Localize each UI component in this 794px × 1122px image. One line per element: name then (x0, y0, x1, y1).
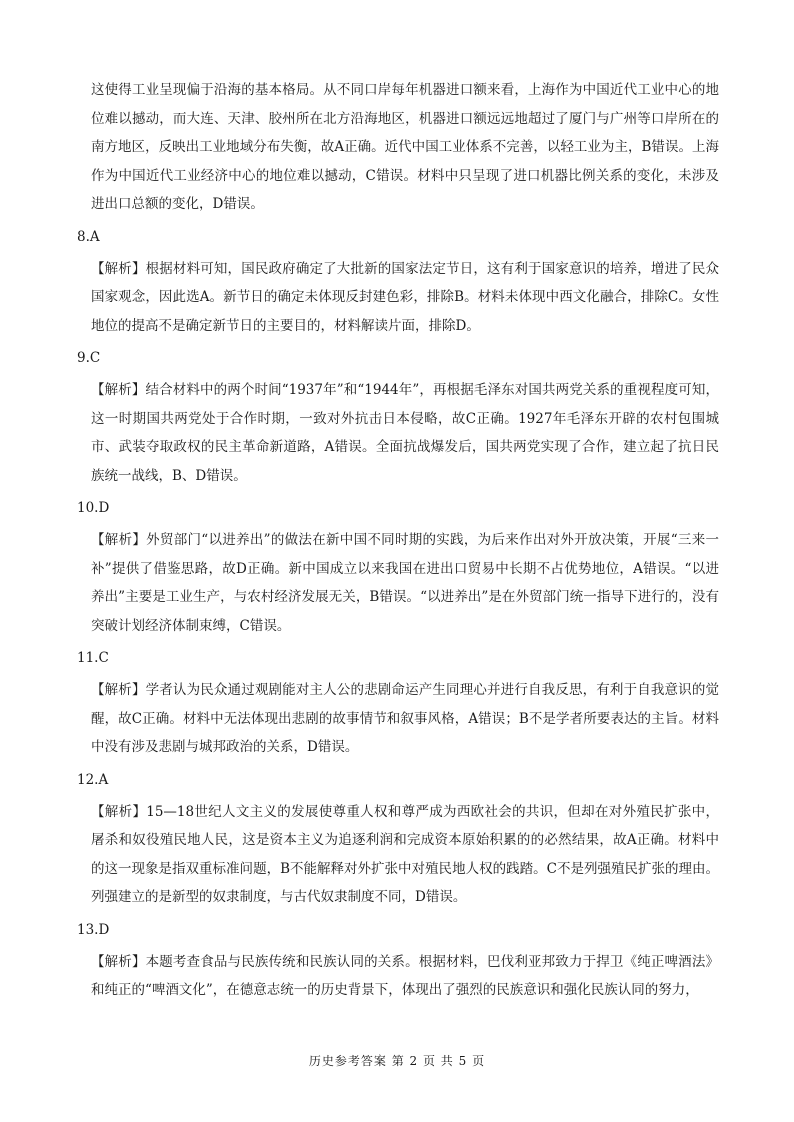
answer-number: 13.D (77, 921, 110, 938)
answer-item-11 (77, 644, 719, 762)
answer-explanation: 【解析】根据材料可知，国民政府确定了大批新的国家法定节日，这有利于国家意识的培养，增进了民众国家观念，因此选A。新节日的确定未体现反封建色彩，排除B。材料未体现中西文化融合，排除C。女性地位的提高不是确定新节日的主要目的，材料解读片面，排除D。 (91, 260, 719, 334)
answer-explanation: 【解析】15—18世纪人文主义的发展使尊重人权和尊严成为西欧社会的共识，但却在对外殖民扩张中，屠杀和奴役殖民地人民，这是资本主义为追逐利润和完成资本原始积累的的必然结果，故A正确。材料中的这一现象是指双重标准问题，B不能解释对外扩张中对殖民地人权的践踏。C不是列强殖民扩张的理由。列强建立的是新型的奴隶制度，与古代奴隶制度不同，D错误。 (91, 803, 719, 905)
answer-item-12 (77, 766, 719, 912)
answer-number: 11.C (77, 650, 109, 666)
answer-explanation: 【解析】外贸部门“以进养出”的做法在新中国不同时期的实践，为后来作出对外开放决策，开展“三来一补”提供了借鉴思路，故D正确。新中国成立以来我国在进出口贸易中长期不占优势地位，A错误。“以进养出”主要是工业生产，与农村经济发展无关，B错误。“以进养出”是在外贸部门统一指导下进行的，没有突破计划经济体制束缚，C错误。 (91, 532, 719, 634)
continuation-paragraph: 这使得工业呈现偏于沿海的基本格局。从不同口岸每年机器进口额来看，上海作为中国近代工业中心的地位难以撼动，而大连、天津、胶州所在北方沿海地区，机器进口额远远地超过了厦门与广州等口岸所在的南方地区，反映出工业地域分布失衡，故A正确。近代中国工业体系不完善，以轻工业为主，B错误。上海作为中国近代工业经济中心的地位难以撼动，C错误。材料中只呈现了进口机器比例关系的变化，未涉及进出口总额的变化，D错误。 (91, 82, 719, 212)
answer-item-8 (77, 223, 719, 341)
answer-item-13 (77, 916, 719, 1005)
answer-number: 9.C (77, 350, 101, 366)
answer-item-9 (77, 344, 719, 490)
answer-explanation: 【解析】学者认为民众通过观剧能对主人公的悲剧命运产生同理心并进行自我反思，有利于自我意识的觉醒，故C正确。材料中无法体现出悲剧的故事情节和叙事风格，A错误；B不是学者所要表达的主旨。材料中没有涉及悲剧与城邦政治的关系，D错误。 (91, 682, 719, 755)
answer-number: 12.A (77, 771, 109, 788)
answer-number: 10.D (77, 500, 110, 516)
answer-number: 8.A (77, 228, 100, 245)
answer-explanation: 【解析】结合材料中的两个时间“1937年”和“1944年”，再根据毛泽东对国共两党关系的重视程度可知，这一时期国共两党处于合作时期，一致对外抗击日本侵略，故C正确。1927年毛泽东开辟的农村包围城市、武装夺取政权的民主革命新道路，A错误。全面抗战爆发后，国共两党实现了合作，建立起了抗日民族统一战线，B、D错误。 (91, 382, 719, 484)
answer-content (77, 76, 719, 1005)
answer-explanation: 【解析】本题考查食品与民族传统和民族认同的关系。根据材料，巴伐利亚邦致力于捍卫《纯正啤酒法》和纯正的“啤酒文化”，在德意志统一的历史背景下，体现出了强烈的民族意识和强化民族认同的努力， (91, 953, 719, 998)
page-footer: 历史参考答案 第 2 页 共 5 页 (308, 1054, 486, 1068)
answer-item-10 (77, 494, 719, 640)
